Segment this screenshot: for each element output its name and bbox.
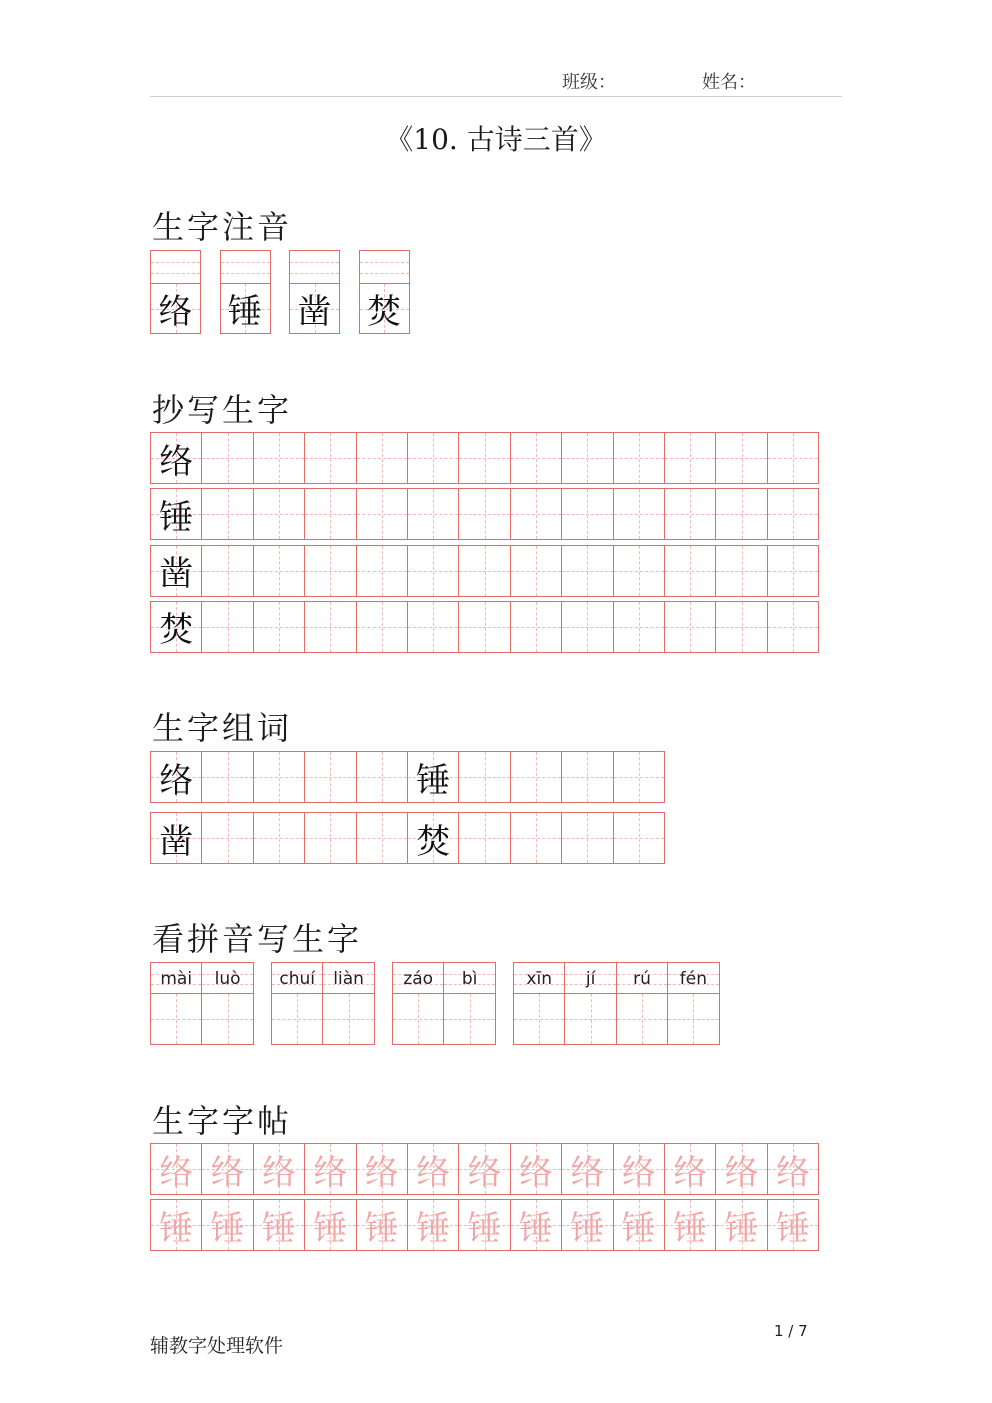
chaoxie-cell	[613, 545, 665, 597]
zitie-cell	[356, 1143, 408, 1195]
section-title-zitie: 生字字帖	[152, 1102, 293, 1140]
chaoxie-cell	[407, 488, 459, 540]
guide-vertical	[382, 813, 383, 863]
guide-vertical	[642, 994, 643, 1044]
guide-vertical	[279, 546, 280, 596]
pinyin-text: mài	[160, 968, 193, 989]
pinyin-guide-line	[290, 262, 339, 263]
guide-vertical	[742, 433, 743, 483]
chaoxie-cell	[253, 601, 305, 653]
pinyin-box	[220, 250, 271, 284]
guide-vertical	[330, 602, 331, 652]
pinyin-text: jí	[585, 968, 596, 989]
zitie-cell	[664, 1199, 716, 1251]
chaoxie-cell	[407, 601, 459, 653]
trace-character: 络	[210, 1152, 245, 1193]
chaoxie-cell	[613, 601, 665, 653]
character: 锤	[159, 497, 194, 538]
trace-character: 络	[416, 1152, 451, 1193]
zitie-cell	[510, 1143, 562, 1195]
guide-vertical	[536, 546, 537, 596]
pinyin-box	[201, 962, 253, 994]
guide-vertical	[470, 994, 471, 1044]
chaoxie-cell	[407, 545, 459, 597]
guide-vertical	[591, 994, 592, 1044]
trace-character: 络	[621, 1152, 656, 1193]
guide-vertical	[587, 433, 588, 483]
chaoxie-cell	[458, 545, 510, 597]
guide-vertical	[639, 489, 640, 539]
guide-vertical	[639, 813, 640, 863]
chaoxie-cell	[458, 488, 510, 540]
character: 凿	[159, 554, 194, 595]
zuci-cell	[561, 751, 613, 803]
zuci-cell	[613, 812, 665, 864]
chaoxie-cell	[715, 545, 767, 597]
guide-vertical	[433, 546, 434, 596]
guide-vertical	[279, 489, 280, 539]
guide-vertical	[228, 546, 229, 596]
guide-vertical	[536, 602, 537, 652]
guide-vertical	[793, 489, 794, 539]
guide-vertical	[485, 752, 486, 802]
guide-vertical	[382, 752, 383, 802]
guide-vertical	[382, 546, 383, 596]
zuci-cell	[150, 751, 202, 803]
guide-vertical	[793, 602, 794, 652]
trace-character: 锤	[570, 1208, 605, 1249]
chaoxie-cell	[201, 432, 253, 484]
pinyin-box	[667, 962, 719, 994]
guide-vertical	[793, 546, 794, 596]
trace-character: 络	[364, 1152, 399, 1193]
chaoxie-cell	[458, 601, 510, 653]
zuci-cell	[201, 812, 253, 864]
guide-vertical	[330, 489, 331, 539]
chaoxie-cell	[407, 432, 459, 484]
character: 凿	[297, 292, 332, 332]
trace-character: 锤	[159, 1208, 194, 1249]
trace-character: 络	[159, 1152, 194, 1193]
trace-character: 锤	[518, 1208, 553, 1249]
pinyin-answer-cell	[271, 993, 323, 1045]
pinyin-text: liàn	[333, 968, 364, 989]
zitie-cell	[201, 1143, 253, 1195]
pinyin-guide-line	[360, 273, 409, 274]
guide-vertical	[330, 546, 331, 596]
chaoxie-cell	[613, 488, 665, 540]
guide-vertical	[228, 489, 229, 539]
zitie-cell	[767, 1199, 819, 1251]
zhuyin-cell	[150, 283, 201, 334]
pinyin-box	[443, 962, 495, 994]
guide-vertical	[690, 433, 691, 483]
pinyin-box	[322, 962, 374, 994]
guide-vertical	[349, 994, 350, 1044]
guide-vertical	[485, 602, 486, 652]
chaoxie-cell	[150, 432, 202, 484]
guide-vertical	[639, 433, 640, 483]
pinyin-answer-cell	[513, 993, 565, 1045]
trace-character: 络	[724, 1152, 759, 1193]
zuci-cell	[304, 812, 356, 864]
trace-character: 锤	[724, 1208, 759, 1249]
guide-vertical	[228, 602, 229, 652]
pinyin-text: fén	[679, 968, 707, 989]
chaoxie-cell	[356, 545, 408, 597]
chaoxie-cell	[664, 488, 716, 540]
zuci-cell	[613, 751, 665, 803]
pinyin-text: xīn	[526, 968, 552, 989]
footer-software: 辅教字处理软件	[150, 1335, 284, 1357]
guide-vertical	[485, 813, 486, 863]
zuci-cell	[510, 812, 562, 864]
character: 络	[159, 441, 194, 482]
zuci-cell	[407, 812, 459, 864]
guide-vertical	[279, 433, 280, 483]
character: 锤	[228, 292, 262, 332]
guide-vertical	[485, 489, 486, 539]
chaoxie-cell	[356, 432, 408, 484]
zitie-cell	[715, 1199, 767, 1251]
character: 锤	[416, 760, 451, 801]
guide-vertical	[330, 433, 331, 483]
chaoxie-cell	[767, 432, 819, 484]
guide-vertical	[690, 602, 691, 652]
guide-vertical	[228, 752, 229, 802]
trace-character: 络	[775, 1152, 810, 1193]
guide-vertical	[330, 752, 331, 802]
guide-vertical	[639, 752, 640, 802]
zitie-cell	[561, 1199, 613, 1251]
trace-character: 锤	[621, 1208, 656, 1249]
chaoxie-cell	[201, 601, 253, 653]
zuci-cell	[510, 751, 562, 803]
header-divider	[150, 96, 842, 97]
guide-vertical	[639, 546, 640, 596]
guide-vertical	[536, 813, 537, 863]
trace-character: 络	[261, 1152, 296, 1193]
guide-vertical	[587, 546, 588, 596]
guide-vertical	[418, 994, 419, 1044]
pinyin-box	[616, 962, 668, 994]
guide-vertical	[742, 489, 743, 539]
trace-character: 锤	[364, 1208, 399, 1249]
guide-vertical	[539, 994, 540, 1044]
guide-vertical	[382, 433, 383, 483]
guide-vertical	[536, 752, 537, 802]
chaoxie-cell	[664, 545, 716, 597]
chaoxie-cell	[150, 545, 202, 597]
guide-vertical	[485, 433, 486, 483]
character: 凿	[159, 821, 194, 862]
guide-vertical	[742, 602, 743, 652]
pinyin-box	[150, 962, 202, 994]
trace-character: 络	[673, 1152, 708, 1193]
trace-character: 锤	[467, 1208, 502, 1249]
guide-vertical	[690, 489, 691, 539]
character: 焚	[159, 610, 194, 651]
pinyin-guide-line	[151, 262, 200, 263]
chaoxie-cell	[715, 432, 767, 484]
guide-vertical	[176, 994, 177, 1044]
chaoxie-cell	[510, 432, 562, 484]
zuci-cell	[561, 812, 613, 864]
guide-vertical	[690, 546, 691, 596]
guide-vertical	[793, 433, 794, 483]
zitie-cell	[304, 1199, 356, 1251]
chaoxie-cell	[304, 545, 356, 597]
chaoxie-cell	[253, 488, 305, 540]
trace-character: 锤	[261, 1208, 296, 1249]
guide-vertical	[536, 489, 537, 539]
chaoxie-cell	[767, 488, 819, 540]
zuci-cell	[253, 812, 305, 864]
chaoxie-cell	[253, 432, 305, 484]
pinyin-box	[513, 962, 565, 994]
guide-vertical	[639, 602, 640, 652]
trace-character: 络	[467, 1152, 502, 1193]
chaoxie-cell	[561, 545, 613, 597]
pinyin-box	[564, 962, 616, 994]
zitie-cell	[510, 1199, 562, 1251]
zitie-cell	[613, 1143, 665, 1195]
pinyin-text: bì	[461, 968, 478, 989]
trace-character: 锤	[210, 1208, 245, 1249]
name-label: 姓名：	[702, 72, 756, 93]
chaoxie-cell	[150, 488, 202, 540]
zuci-cell	[253, 751, 305, 803]
chaoxie-cell	[613, 432, 665, 484]
zitie-cell	[664, 1143, 716, 1195]
pinyin-text: rú	[633, 968, 651, 989]
pinyin-box	[392, 962, 444, 994]
zuci-cell	[304, 751, 356, 803]
guide-vertical	[279, 752, 280, 802]
guide-vertical	[587, 602, 588, 652]
guide-vertical	[587, 813, 588, 863]
footer-page-number: 1 / 7	[774, 1322, 808, 1340]
chaoxie-cell	[767, 601, 819, 653]
pinyin-answer-cell	[616, 993, 668, 1045]
guide-vertical	[742, 546, 743, 596]
chaoxie-cell	[715, 601, 767, 653]
chaoxie-cell	[561, 488, 613, 540]
guide-vertical	[228, 994, 229, 1044]
chaoxie-cell	[253, 545, 305, 597]
zitie-cell	[407, 1143, 459, 1195]
zuci-cell	[458, 812, 510, 864]
pinyin-text: chuí	[279, 968, 315, 989]
pinyin-guide-line	[151, 273, 200, 274]
zitie-cell	[767, 1143, 819, 1195]
section-title-zhuyin: 生字注音	[152, 208, 293, 246]
zuci-cell	[356, 751, 408, 803]
zitie-cell	[715, 1143, 767, 1195]
chaoxie-cell	[664, 432, 716, 484]
pinyin-answer-cell	[443, 993, 495, 1045]
chaoxie-cell	[356, 488, 408, 540]
guide-vertical	[330, 813, 331, 863]
guide-vertical	[693, 994, 694, 1044]
chaoxie-cell	[150, 601, 202, 653]
pinyin-box	[289, 250, 340, 284]
zitie-cell	[458, 1199, 510, 1251]
chaoxie-cell	[510, 601, 562, 653]
zitie-cell	[458, 1143, 510, 1195]
pinyin-guide-line	[221, 273, 270, 274]
zitie-cell	[150, 1143, 202, 1195]
chaoxie-cell	[304, 432, 356, 484]
guide-vertical	[279, 602, 280, 652]
character: 络	[158, 292, 193, 332]
chaoxie-cell	[304, 601, 356, 653]
zitie-cell	[253, 1199, 305, 1251]
pinyin-text: záo	[403, 968, 434, 989]
zitie-cell	[613, 1199, 665, 1251]
guide-vertical	[297, 994, 298, 1044]
guide-vertical	[228, 433, 229, 483]
zitie-cell	[304, 1143, 356, 1195]
guide-vertical	[382, 489, 383, 539]
pinyin-answer-cell	[150, 993, 202, 1045]
chaoxie-cell	[356, 601, 408, 653]
pinyin-box	[359, 250, 410, 284]
chaoxie-cell	[304, 488, 356, 540]
guide-vertical	[279, 813, 280, 863]
pinyin-text: luò	[214, 968, 241, 989]
pinyin-box	[271, 962, 323, 994]
guide-vertical	[587, 489, 588, 539]
pinyin-answer-cell	[564, 993, 616, 1045]
chaoxie-cell	[664, 601, 716, 653]
pinyin-answer-cell	[667, 993, 719, 1045]
pinyin-guide-line	[360, 262, 409, 263]
pinyin-guide-line	[221, 262, 270, 263]
character: 络	[159, 760, 194, 801]
chaoxie-cell	[715, 488, 767, 540]
chaoxie-cell	[201, 488, 253, 540]
chaoxie-cell	[458, 432, 510, 484]
guide-vertical	[228, 813, 229, 863]
guide-vertical	[536, 433, 537, 483]
zhuyin-cell	[359, 283, 410, 334]
guide-vertical	[433, 433, 434, 483]
zhuyin-cell	[289, 283, 340, 334]
chaoxie-cell	[767, 545, 819, 597]
character: 焚	[367, 292, 401, 332]
zitie-cell	[407, 1199, 459, 1251]
pinyin-box	[150, 250, 201, 284]
trace-character: 络	[313, 1152, 348, 1193]
trace-character: 锤	[416, 1208, 451, 1249]
pinyin-answer-cell	[322, 993, 374, 1045]
guide-vertical	[433, 489, 434, 539]
section-title-zuci: 生字组词	[152, 709, 293, 747]
chaoxie-cell	[201, 545, 253, 597]
guide-vertical	[485, 546, 486, 596]
chaoxie-cell	[561, 432, 613, 484]
zuci-cell	[150, 812, 202, 864]
zuci-cell	[407, 751, 459, 803]
page-title: 《10. 古诗三首》	[385, 123, 607, 156]
guide-vertical	[587, 752, 588, 802]
section-title-pinyin: 看拼音写生字	[152, 920, 363, 958]
zuci-cell	[356, 812, 408, 864]
zitie-cell	[253, 1143, 305, 1195]
trace-character: 锤	[673, 1208, 708, 1249]
pinyin-answer-cell	[201, 993, 253, 1045]
zuci-cell	[201, 751, 253, 803]
zitie-cell	[201, 1199, 253, 1251]
chaoxie-cell	[510, 488, 562, 540]
zitie-cell	[561, 1143, 613, 1195]
zitie-cell	[356, 1199, 408, 1251]
zhuyin-cell	[220, 283, 271, 334]
zuci-cell	[458, 751, 510, 803]
pinyin-answer-cell	[392, 993, 444, 1045]
guide-vertical	[433, 602, 434, 652]
class-label: 班级：	[562, 72, 616, 93]
section-title-chaoxie: 抄写生字	[152, 391, 293, 429]
trace-character: 络	[570, 1152, 605, 1193]
pinyin-guide-line	[290, 273, 339, 274]
chaoxie-cell	[561, 601, 613, 653]
trace-character: 络	[518, 1152, 553, 1193]
character: 焚	[416, 821, 451, 862]
zitie-cell	[150, 1199, 202, 1251]
trace-character: 锤	[313, 1208, 348, 1249]
chaoxie-cell	[510, 545, 562, 597]
trace-character: 锤	[775, 1208, 810, 1249]
guide-vertical	[382, 602, 383, 652]
